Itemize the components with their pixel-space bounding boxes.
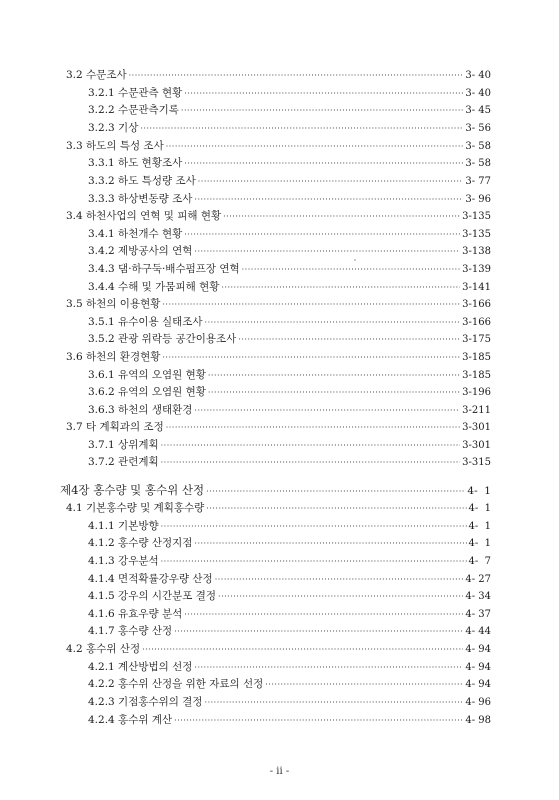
toc-subsection-entry xyxy=(88,225,491,243)
toc-entry-title: 3.2.2 수문관측기록 xyxy=(88,104,179,116)
toc-entry-title: 4.1.6 유효우량 분석 xyxy=(88,608,183,620)
toc-dot-leader xyxy=(223,208,460,226)
toc-subsection-entry xyxy=(88,330,491,348)
toc-subsection-entry xyxy=(88,242,491,260)
toc-entry-page: 3- 77 xyxy=(465,176,491,187)
toc-entry-page: 3-315 xyxy=(462,457,491,468)
toc-entry-title: 4.2 홍수위 산정 xyxy=(66,643,141,655)
toc-subsection-entry xyxy=(88,401,491,419)
page-number: - ii - xyxy=(269,766,290,777)
toc-subsection-entry xyxy=(88,383,491,401)
toc-entry-page: 4- 37 xyxy=(465,609,491,620)
toc-dot-leader xyxy=(198,173,464,191)
toc-dot-leader xyxy=(161,454,461,472)
toc-section-entry xyxy=(66,295,491,313)
toc-subsection-entry xyxy=(88,658,491,676)
toc-entry-page: 4- 1 xyxy=(468,521,491,532)
toc-dot-leader xyxy=(205,694,464,712)
toc-subsection-entry xyxy=(88,119,491,137)
toc-dot-leader xyxy=(162,349,460,367)
toc-entry-title: 3.4.2 제방공사의 연혁 xyxy=(88,245,193,257)
toc-subsection-entry xyxy=(88,711,491,729)
toc-entry-page: 3- 40 xyxy=(465,70,491,81)
toc-entry-title: 3.5 하천의 이용현황 xyxy=(66,298,161,310)
toc-entry-page: 4- 94 xyxy=(465,679,491,690)
toc-entry-page: 3-301 xyxy=(462,440,491,451)
toc-subsection-entry xyxy=(88,534,491,552)
toc-subsection-entry xyxy=(88,693,491,711)
toc-dot-leader xyxy=(238,331,460,349)
toc-entry-page: 3- 96 xyxy=(465,194,491,205)
toc-entry-title: 3.5.2 관광 위락등 공간이용조사 xyxy=(88,333,237,345)
toc-subsection-entry xyxy=(88,675,491,693)
toc-dot-leader xyxy=(181,102,463,120)
toc-subsection-entry xyxy=(88,453,491,471)
toc-entry-title: 4.2.4 홍수위 계산 xyxy=(88,714,173,726)
toc-dot-leader xyxy=(174,712,463,730)
toc-subsection-entry xyxy=(88,605,491,623)
toc-dot-leader xyxy=(242,261,461,279)
toc-dot-leader xyxy=(142,641,463,659)
toc-subsection-entry xyxy=(88,190,491,208)
toc-section-entry xyxy=(66,348,491,366)
toc-dot-leader xyxy=(162,296,460,314)
toc-entry-title: 제4장 홍수량 및 홍수위 산정 xyxy=(60,483,205,497)
toc-subsection-entry xyxy=(88,622,491,640)
toc-dot-leader xyxy=(218,588,463,606)
toc-entry-page: 3- 56 xyxy=(465,123,491,134)
toc-entry-page: 3-141 xyxy=(462,282,491,293)
toc-entry-title: 4.1.7 홍수량 산정 xyxy=(88,625,173,637)
toc-dot-leader xyxy=(129,67,464,85)
toc-entry-page: 3- 58 xyxy=(465,141,491,152)
toc-entry-title: 3.7.1 상위계획 xyxy=(88,439,159,451)
toc-subsection-entry xyxy=(88,154,491,172)
toc-entry-page: 4- 44 xyxy=(465,626,491,637)
toc-entry-page: 3-135 xyxy=(462,211,491,222)
toc-entry-page: 3-185 xyxy=(462,352,491,363)
toc-subsection-entry xyxy=(88,260,491,278)
toc-entry-title: 3.6.2 유역의 오염원 현황 xyxy=(88,386,206,398)
toc-entry-page: 3-211 xyxy=(462,405,491,416)
toc-section-entry xyxy=(66,207,491,225)
toc-entry-page: 4- 94 xyxy=(465,662,491,673)
toc-chapter-entry xyxy=(60,481,491,499)
toc-dot-leader xyxy=(208,384,460,402)
toc-entry-title: 3.4.3 댐·하구둑·배수펌프장 연혁 xyxy=(88,263,240,275)
toc-subsection-entry xyxy=(88,101,491,119)
toc-entry-title: 3.7.2 관련계획 xyxy=(88,456,159,468)
toc-entry-page: 4- 1 xyxy=(468,503,491,514)
toc-subsection-entry xyxy=(88,278,491,296)
toc-entry-title: 3.4 하천사업의 연혁 및 피해 현황 xyxy=(66,210,222,222)
toc-section-entry xyxy=(66,418,491,436)
toc-subsection-entry xyxy=(88,436,491,454)
toc-section-entry xyxy=(66,640,491,658)
toc-entry-title: 3.7 타 계획과의 조정 xyxy=(66,421,164,433)
toc-entry-title: 3.4.4 수해 및 가뭄피해 현황 xyxy=(88,281,220,293)
toc-entry-page: 3- 45 xyxy=(465,105,491,116)
toc-section-entry xyxy=(66,137,491,155)
toc-entry-title: 3.6 하천의 환경현황 xyxy=(66,351,161,363)
toc-entry-page: 3-139 xyxy=(462,264,491,275)
toc-entry-title: 3.3.2 하도 특성량 조사 xyxy=(88,175,196,187)
toc-subsection-entry xyxy=(88,313,491,331)
toc-dot-leader xyxy=(184,155,463,173)
toc-subsection-entry xyxy=(88,172,491,190)
toc-entry-page: 4- 94 xyxy=(465,644,491,655)
toc-entry-title: 3.3 하도의 특성 조사 xyxy=(66,140,164,152)
toc-entry-title: 4.1.3 강우분석 xyxy=(88,555,159,567)
toc-entry-title: 3.5.1 유수이용 실태조사 xyxy=(88,316,203,328)
toc-entry-page: 4- 1 xyxy=(467,485,491,497)
toc-entry-page: 4- 96 xyxy=(465,697,491,708)
toc-entry-page: 3-166 xyxy=(462,299,491,310)
toc-entry-page: 3-301 xyxy=(462,422,491,433)
toc-dot-leader xyxy=(265,676,463,694)
toc-dot-leader xyxy=(206,500,466,518)
toc-entry-page: 4- 27 xyxy=(465,574,491,585)
toc-subsection-entry xyxy=(88,552,491,570)
toc-entry-title: 4.1 기본홍수량 및 계획홍수량 xyxy=(66,502,205,514)
toc-subsection-entry xyxy=(88,517,491,535)
toc-dot-leader xyxy=(161,553,467,571)
toc-entry-page: 4- 98 xyxy=(465,715,491,726)
toc-section-entry xyxy=(66,66,491,84)
toc-entry-title: 4.1.2 홍수량 산정지점 xyxy=(88,537,193,549)
toc-dot-leader xyxy=(194,535,466,553)
toc-entry-title: 4.1.1 기본방향 xyxy=(88,520,159,532)
toc-entry-title: 4.1.5 강우의 시간분포 결정 xyxy=(88,590,217,602)
toc-dot-leader xyxy=(140,120,463,138)
toc-entry-title: 3.6.1 유역의 오염원 현황 xyxy=(88,369,206,381)
toc-entry-page: 4- 7 xyxy=(468,556,491,567)
scan-speck xyxy=(354,259,356,261)
toc-subsection-entry xyxy=(88,587,491,605)
toc-entry-page: 3-175 xyxy=(462,334,491,345)
toc-entry-page: 3- 58 xyxy=(465,158,491,169)
toc-entry-page: 4- 34 xyxy=(465,591,491,602)
toc-entry-page: 3-185 xyxy=(462,370,491,381)
toc-entry-title: 4.1.4 면적확률강우량 산정 xyxy=(88,573,213,585)
toc-entry-title: 3.2.1 수문관측 현황 xyxy=(88,87,183,99)
toc-entry-title: 3.6.3 하천의 생태환경 xyxy=(88,404,193,416)
toc-subsection-entry xyxy=(88,366,491,384)
toc-entry-page: 3-135 xyxy=(462,229,491,240)
toc-entry-title: 3.4.1 하천개수 현황 xyxy=(88,228,183,240)
toc-dot-leader xyxy=(166,419,460,437)
toc-subsection-entry xyxy=(88,84,491,102)
toc-entry-title: 4.2.2 홍수위 산정을 위한 자료의 선정 xyxy=(88,678,264,690)
toc-entry-page: 3- 40 xyxy=(465,88,491,99)
toc-entry-page: 3-138 xyxy=(462,246,491,257)
toc-dot-leader xyxy=(174,623,463,641)
toc-entry-title: 3.3.3 하상변동량 조사 xyxy=(88,193,193,205)
toc-section-entry xyxy=(66,499,491,517)
toc-entry-page: 3-166 xyxy=(462,317,491,328)
toc-entry-page: 3-196 xyxy=(462,387,491,398)
toc-entry-title: 3.2.3 기상 xyxy=(88,122,139,134)
toc-entry-title: 3.2 수문조사 xyxy=(66,69,127,81)
toc-entry-title: 4.2.1 계산방법의 선정 xyxy=(88,661,193,673)
toc-entry-page: 4- 1 xyxy=(468,538,491,549)
toc-subsection-entry xyxy=(88,570,491,588)
toc-entry-title: 3.3.1 하도 현황조사 xyxy=(88,157,183,169)
toc-entry-title: 4.2.3 기점홍수위의 결정 xyxy=(88,696,203,708)
toc-dot-leader xyxy=(194,243,460,261)
